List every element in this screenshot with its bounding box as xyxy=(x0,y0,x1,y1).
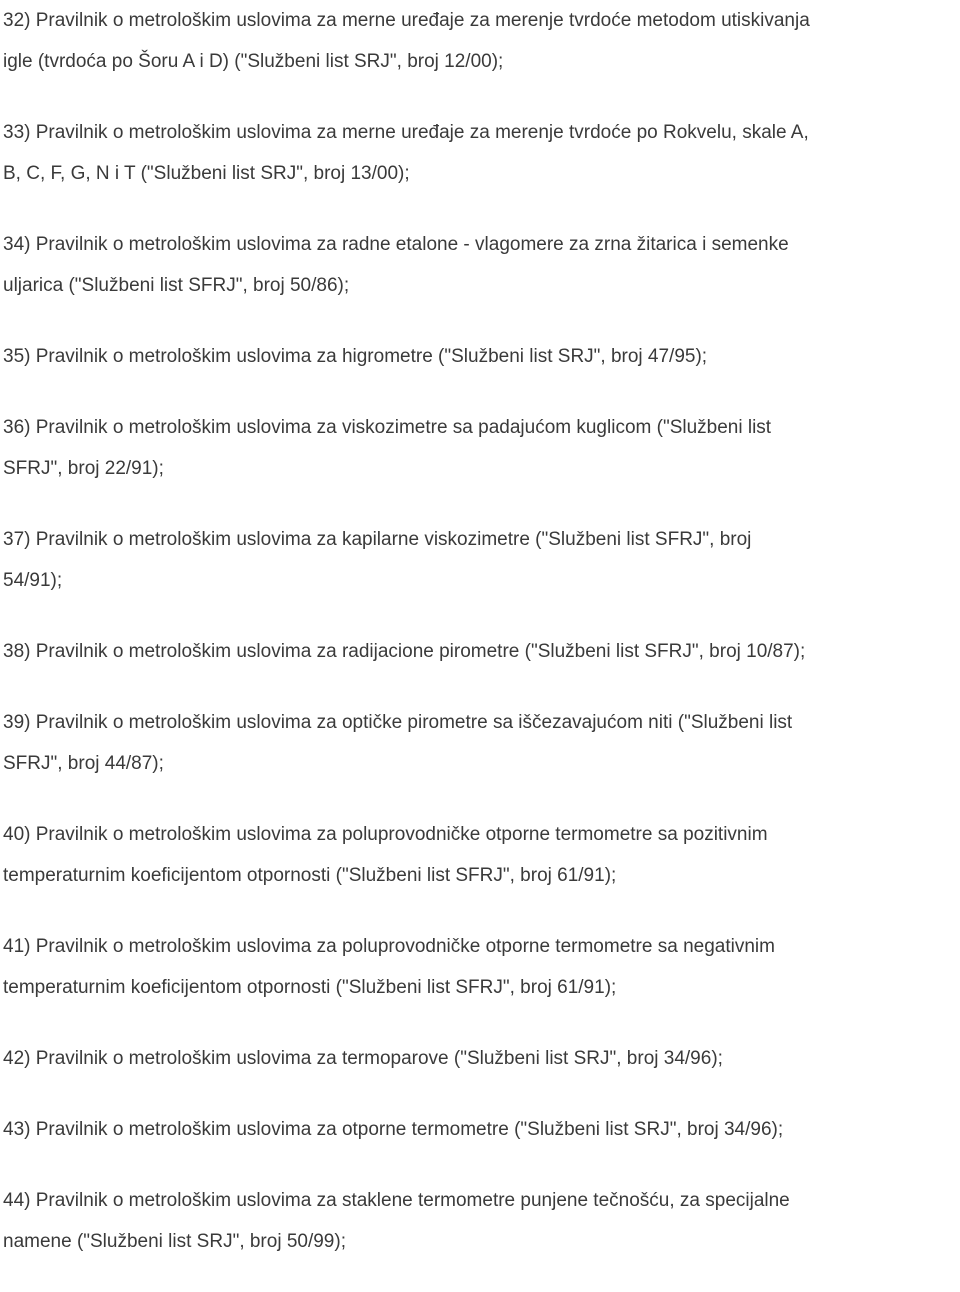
list-item-line: temperaturnim koeficijentom otpornosti ("Službeni list SFRJ", broj 61/91); xyxy=(3,865,617,886)
list-item-line: 33) Pravilnik o metrološkim uslovima za merne uređaje za merenje tvrdoće po Rokvelu, skale A, xyxy=(3,122,809,143)
list-item-line: 43) Pravilnik o metrološkim uslovima za otporne termometre ("Službeni list SRJ", broj 34/96); xyxy=(3,1119,784,1140)
list-item-line: namene ("Službeni list SRJ", broj 50/99); xyxy=(3,1231,346,1252)
list-item xyxy=(3,0,958,82)
list-item xyxy=(3,631,958,672)
list-item xyxy=(3,814,958,896)
list-item-line: 39) Pravilnik o metrološkim uslovima za optičke pirometre sa iščezavajućom niti ("Službeni list xyxy=(3,712,793,733)
list-item xyxy=(3,336,958,377)
list-item-line: igle (tvrdoća po Šoru A i D) ("Službeni list SRJ", broj 12/00); xyxy=(3,51,504,72)
list-item xyxy=(3,519,958,601)
list-item-line: SFRJ", broj 44/87); xyxy=(3,753,164,774)
list-item-line: 41) Pravilnik o metrološkim uslovima za poluprovodničke otporne termometre sa negativnim xyxy=(3,936,775,957)
list-item xyxy=(3,112,958,194)
list-item xyxy=(3,1180,958,1262)
list-item-line: 32) Pravilnik o metrološkim uslovima za merne uređaje za merenje tvrdoće metodom utiskivanja xyxy=(3,10,810,31)
list-item-line: B, C, F, G, N i T ("Službeni list SRJ", broj 13/00); xyxy=(3,163,410,184)
list-item-line: 34) Pravilnik o metrološkim uslovima za radne etalone - vlagomere za zrna žitarica i semenke xyxy=(3,234,789,255)
list-item xyxy=(3,1038,958,1079)
list-item-line: 35) Pravilnik o metrološkim uslovima za higrometre ("Službeni list SRJ", broj 47/95); xyxy=(3,346,708,367)
list-item-line: uljarica ("Službeni list SFRJ", broj 50/86); xyxy=(3,275,350,296)
list-item-line: SFRJ", broj 22/91); xyxy=(3,458,164,479)
list-item xyxy=(3,407,958,489)
list-item-line: 40) Pravilnik o metrološkim uslovima za poluprovodničke otporne termometre sa pozitivnim xyxy=(3,824,768,845)
list-item-line: 36) Pravilnik o metrološkim uslovima za viskozimetre sa padajućom kuglicom ("Službeni list xyxy=(3,417,772,438)
list-item xyxy=(3,702,958,784)
document-body xyxy=(3,0,958,1292)
list-item-line: 54/91); xyxy=(3,570,63,591)
list-item-line: 44) Pravilnik o metrološkim uslovima za staklene termometre punjene tečnošću, za specijalne xyxy=(3,1190,790,1211)
list-item-line: 38) Pravilnik o metrološkim uslovima za radijacione pirometre ("Službeni list SFRJ", broj 10/87); xyxy=(3,641,806,662)
list-item xyxy=(3,926,958,1008)
list-item-line: 42) Pravilnik o metrološkim uslovima za termoparove ("Službeni list SRJ", broj 34/96); xyxy=(3,1048,723,1069)
list-item-line: temperaturnim koeficijentom otpornosti ("Službeni list SFRJ", broj 61/91); xyxy=(3,977,617,998)
list-item xyxy=(3,224,958,306)
list-item-line: 37) Pravilnik o metrološkim uslovima za kapilarne viskozimetre ("Službeni list SFRJ", broj xyxy=(3,529,752,550)
list-item xyxy=(3,1109,958,1150)
